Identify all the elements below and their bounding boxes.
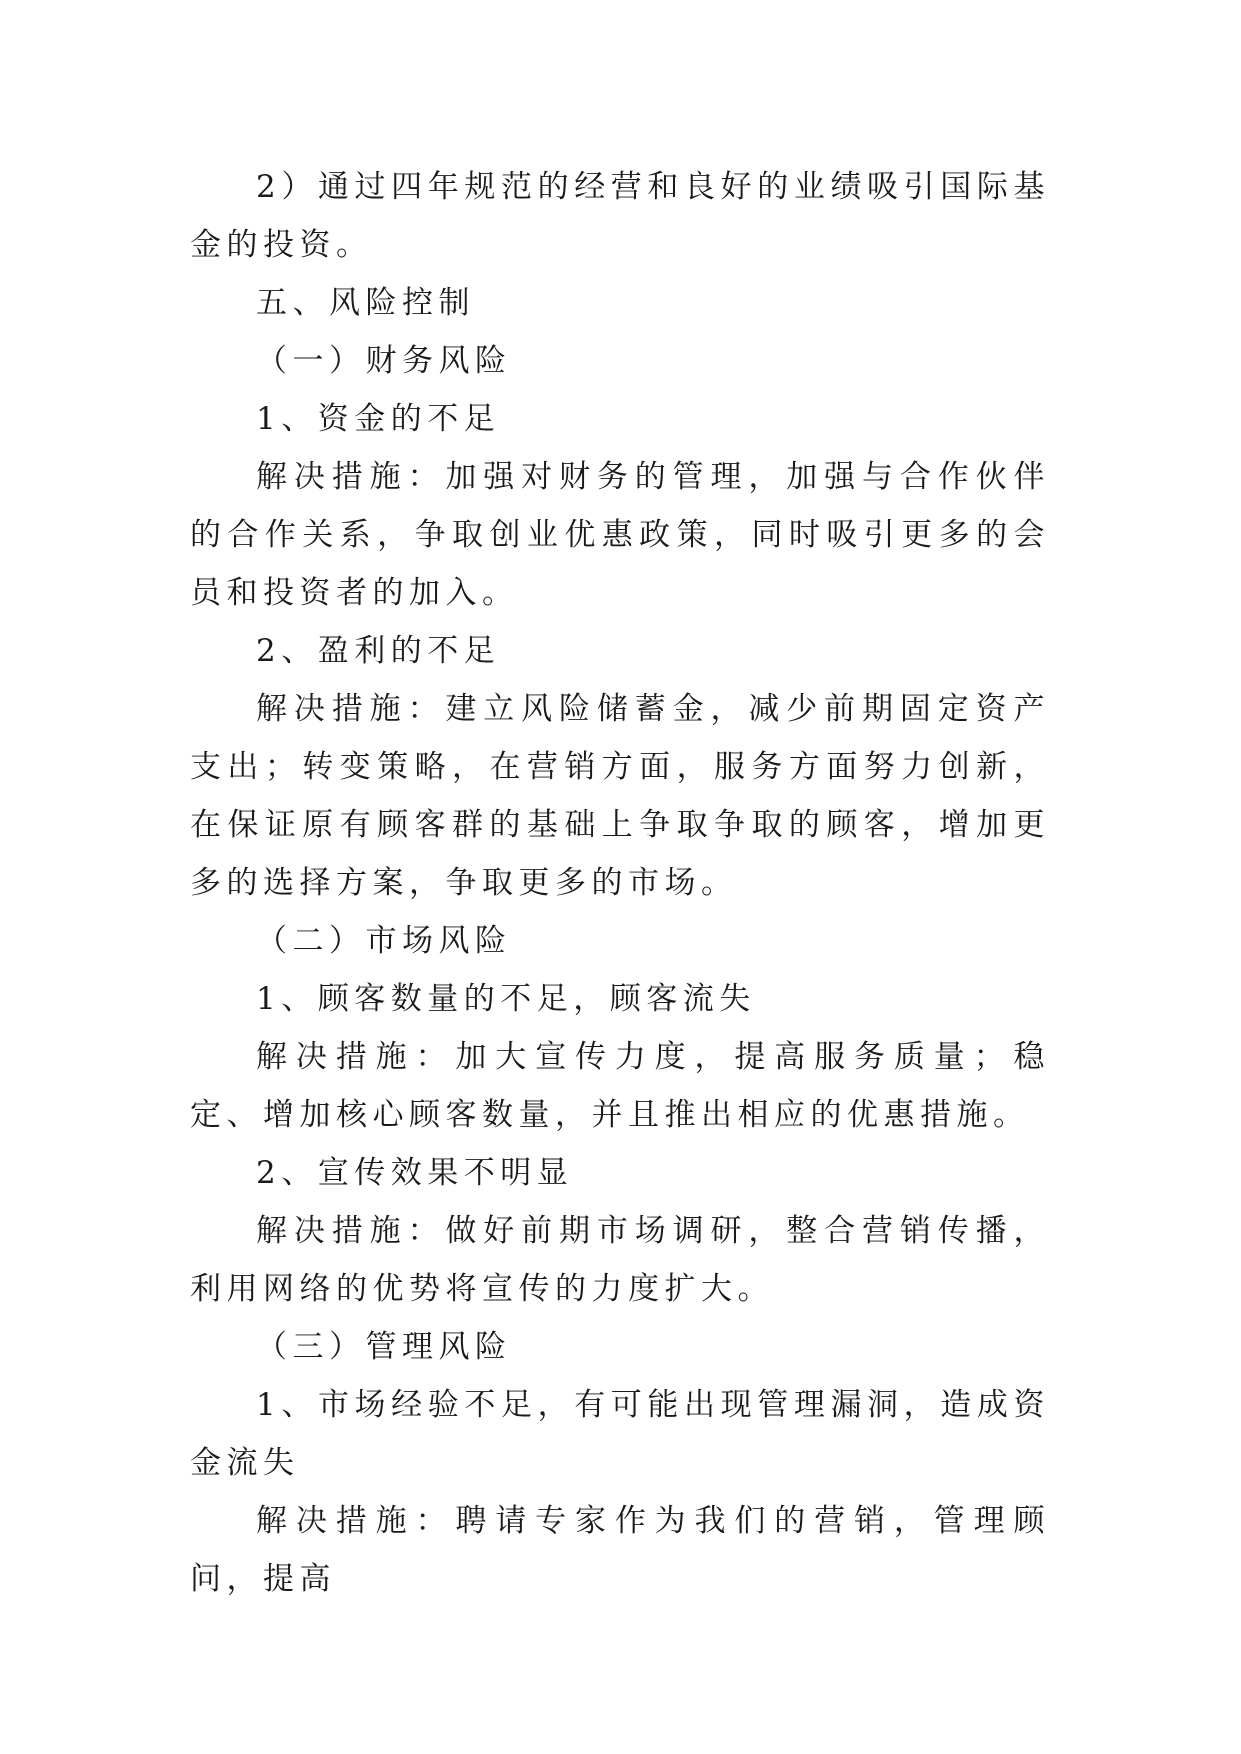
paragraph-management-solution: 解决措施：聘请专家作为我们的营销，管理顾问，提高 xyxy=(190,1503,1050,1597)
document-body xyxy=(190,158,1050,1608)
paragraph-profit-solution: 解决措施：建立风险储蓄金，减少前期固定资产支出；转变策略，在营销方面，服务方面努力创新，在保证原有顾客群的基础上争取争取的顾客，增加更多的选择方案，争取更多的市场。 xyxy=(190,691,1050,901)
item-heading-customer-loss: 1、顾客数量的不足，顾客流失 xyxy=(256,981,756,1017)
subsection-heading-management-risk: （三）管理风险 xyxy=(256,1329,512,1365)
paragraph-customer-solution: 解决措施：加大宣传力度，提高服务质量；稳定、增加核心顾客数量，并且推出相应的优惠措施。 xyxy=(190,1039,1050,1133)
paragraph-investment: 2）通过四年规范的经营和良好的业绩吸引国际基金的投资。 xyxy=(190,169,1050,263)
subsection-heading-financial-risk: （一）财务风险 xyxy=(256,343,512,379)
paragraph-funds-solution: 解决措施：加强对财务的管理，加强与合作伙伴的合作关系，争取创业优惠政策，同时吸引更多的会员和投资者的加入。 xyxy=(190,459,1050,611)
item-heading-management-loopholes: 1、市场经验不足，有可能出现管理漏洞，造成资金流失 xyxy=(190,1387,1050,1481)
subsection-heading-market-risk: （二）市场风险 xyxy=(256,923,512,959)
paragraph-publicity-solution: 解决措施：做好前期市场调研，整合营销传播，利用网络的优势将宣传的力度扩大。 xyxy=(190,1213,1050,1307)
section-heading-risk-control: 五、风险控制 xyxy=(256,285,475,321)
item-heading-insufficient-funds: 1、资金的不足 xyxy=(256,401,501,437)
item-heading-publicity: 2、宣传效果不明显 xyxy=(256,1155,574,1191)
item-heading-insufficient-profit: 2、盈利的不足 xyxy=(256,633,501,669)
